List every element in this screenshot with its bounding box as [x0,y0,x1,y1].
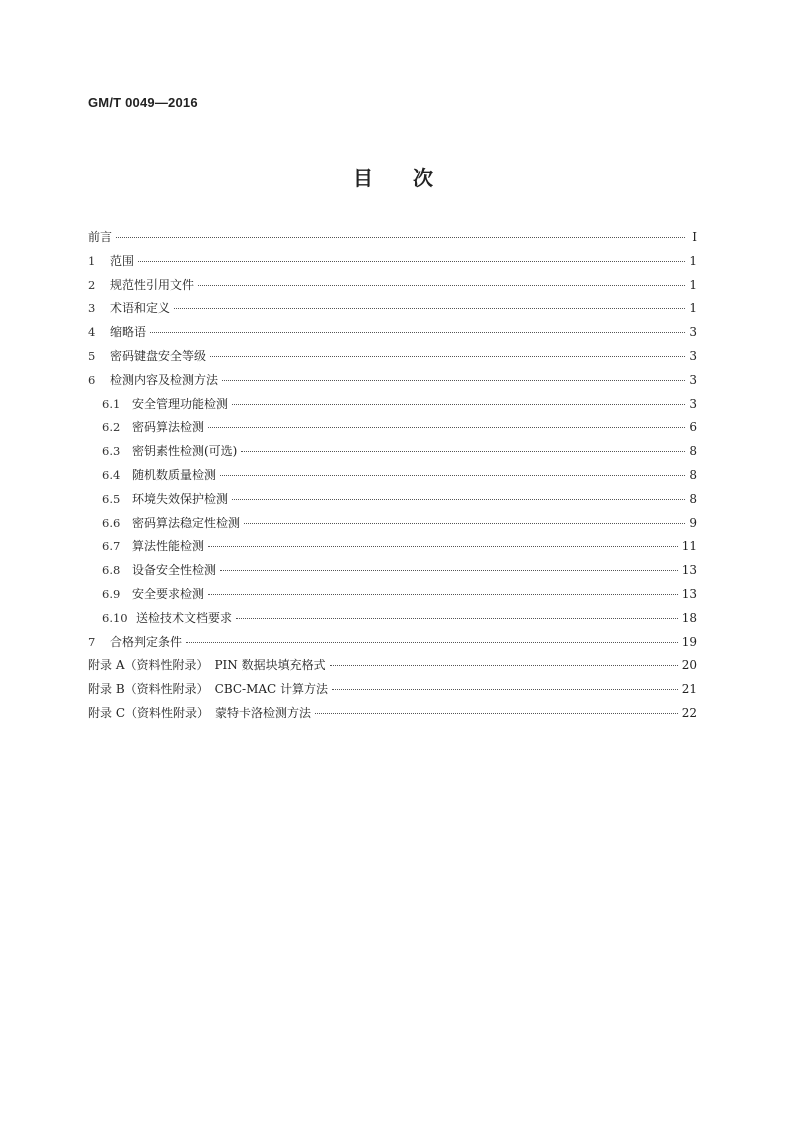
toc-entry[interactable] [88,633,697,657]
toc-entry-title: 算法性能检测 [132,539,205,554]
toc-entry[interactable] [88,323,697,347]
toc-dot-leader [330,665,678,666]
toc-entry-title: 密码算法检测 [132,420,205,435]
toc-dot-leader [315,713,678,714]
toc-entry-page: 6 [689,420,697,435]
toc-dot-leader [332,689,678,690]
toc-dot-leader [208,594,678,595]
toc-entry-title: 安全要求检测 [132,586,205,601]
toc-entry[interactable] [88,680,697,704]
toc-entry-page: 13 [681,586,697,601]
toc-entry-page: 3 [689,348,697,363]
toc-entry-title: 缩略语 [110,325,147,340]
toc-entry-number: 6.7 [102,539,121,554]
toc-entry-page: 8 [689,467,697,482]
toc-entry[interactable] [88,514,697,538]
toc-entry-title: 术语和定义 [110,301,171,316]
toc-entry[interactable] [88,395,697,419]
toc-entry[interactable] [88,252,697,276]
toc-entry[interactable] [88,561,697,585]
toc-entry-title: 安全管理功能检测 [132,396,229,411]
toc-entry-number: 6.2 [102,420,121,435]
toc-entry-page: 3 [689,396,697,411]
toc-entry[interactable] [88,490,697,514]
toc-entry-page: 8 [689,444,697,459]
toc-entry-title: 合格判定条件 [110,634,183,649]
toc-dot-leader [198,285,685,286]
toc-entry-title: 送检技术文档要求 [136,610,233,625]
toc-dot-leader [210,356,685,357]
toc-dot-leader [116,237,685,238]
toc-entry-page: Ⅰ [692,230,697,244]
toc-entry[interactable] [88,466,697,490]
toc-entry-number: 3 [88,301,96,316]
toc-dot-leader [174,308,685,309]
toc-entry-number: 6.3 [102,444,121,459]
toc-entry[interactable] [88,656,697,680]
toc-entry-title: 密码键盘安全等级 [110,348,207,363]
toc-entry-page: 18 [681,610,697,625]
toc-title: 目 次 [353,166,433,190]
toc-entry-number: 7 [88,634,96,649]
toc-entry-page: 1 [689,277,697,292]
toc-dot-leader [222,380,685,381]
toc-dot-leader [244,523,685,524]
toc-entry-number: 6 [88,372,96,387]
toc-entry[interactable] [88,442,697,466]
toc-entry-page: 11 [681,539,697,554]
toc-dot-leader [241,451,685,452]
toc-entry-title: 设备安全性检测 [132,563,217,578]
toc-entry-title: 附录 B（资料性附录） CBC-MAC 计算方法 [88,682,329,697]
standard-code: GM/T 0049—2016 [88,95,198,110]
toc-entry-page: 13 [681,563,697,578]
toc-entry-page: 21 [681,682,697,697]
toc-entry[interactable] [88,609,697,633]
toc-entry-title: 前言 [88,230,113,244]
toc-entry[interactable] [88,347,697,371]
toc-entry-number: 6.5 [102,491,121,506]
toc-entry-page: 22 [681,705,697,720]
toc-entry-title: 随机数质量检测 [132,467,217,482]
toc-entry-number: 6.10 [102,610,128,625]
toc-entry-number: 6.4 [102,467,121,482]
toc-entry-title: 规范性引用文件 [110,277,195,292]
toc-entry[interactable] [88,371,697,395]
toc-dot-leader [208,546,678,547]
toc-entry[interactable] [88,704,697,728]
toc-entry-number: 4 [88,325,96,340]
toc-entry-number: 1 [88,253,96,268]
toc-entry-title: 附录 C（资料性附录） 蒙特卡洛检测方法 [88,705,311,720]
toc-entry-number: 6.8 [102,563,121,578]
toc-entry-title: 检测内容及检测方法 [110,372,219,387]
toc-entry[interactable] [88,585,697,609]
toc-entry-title: 附录 A（资料性附录） PIN 数据块填充格式 [88,658,326,673]
toc-entry[interactable] [88,228,697,252]
toc-entry-page: 20 [681,658,697,673]
toc-entry-title: 范围 [110,253,135,268]
toc-entry-number: 6.9 [102,586,121,601]
toc-dot-leader [186,642,678,643]
toc-entry-page: 8 [689,491,697,506]
toc-dot-leader [236,618,678,619]
toc-entry-page: 9 [689,515,697,530]
toc-dot-leader [232,499,685,500]
toc-dot-leader [220,475,685,476]
toc-dot-leader [138,261,685,262]
toc-entry-number: 5 [88,348,96,363]
toc-entry-page: 1 [689,301,697,316]
toc-entry-title: 密钥素性检测(可选) [132,444,238,459]
toc-entry[interactable] [88,418,697,442]
toc-entry-title: 密码算法稳定性检测 [132,515,241,530]
toc-dot-leader [150,332,685,333]
toc-entry-page: 19 [681,634,697,649]
toc-entry-number: 2 [88,277,96,292]
toc-entry-number: 6.6 [102,515,121,530]
toc-entry[interactable] [88,537,697,561]
toc-entry-page: 3 [689,372,697,387]
toc-dot-leader [232,404,685,405]
toc-entry[interactable] [88,276,697,300]
toc-entry[interactable] [88,299,697,323]
toc-entry-page: 3 [689,325,697,340]
toc-entry-page: 1 [689,253,697,268]
toc-entry-title: 环境失效保护检测 [132,491,229,506]
toc-dot-leader [208,427,685,428]
toc-dot-leader [220,570,678,571]
toc-entry-number: 6.1 [102,396,121,411]
toc-list [88,228,697,728]
